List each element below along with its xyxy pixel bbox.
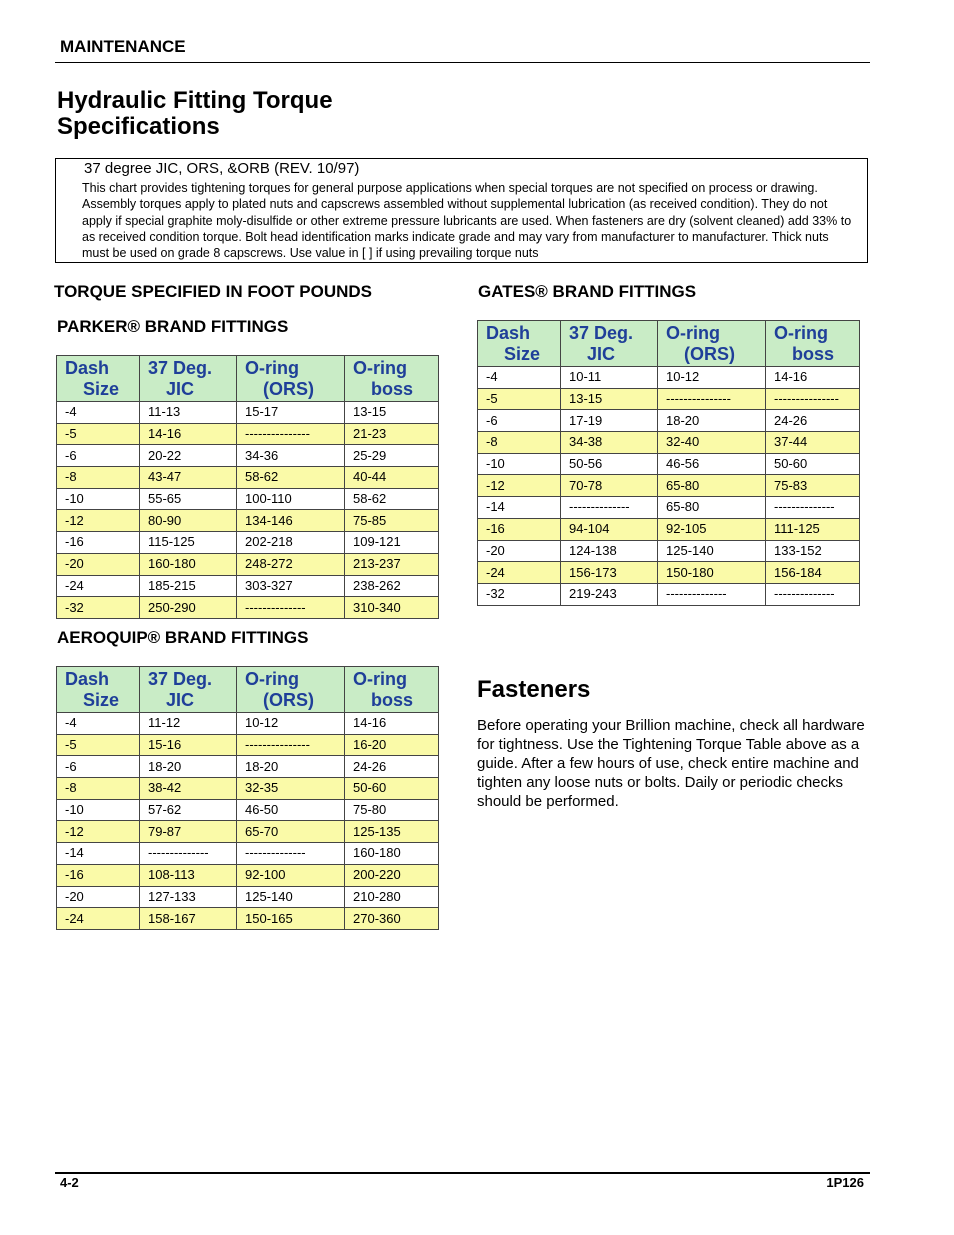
column-header [561, 321, 658, 367]
table-cell: 303-327 [237, 575, 345, 597]
intro-heading: 37 degree JIC, ORS, &ORB (REV. 10/97) [84, 160, 360, 177]
column-header-line2: boss [371, 379, 414, 399]
table-cell: --------------- [237, 423, 345, 445]
table-cell: 115-125 [140, 532, 237, 554]
table-cell: 32-40 [658, 432, 766, 454]
column-header [140, 356, 237, 402]
table-cell: -12 [57, 821, 140, 843]
aeroquip-title: AEROQUIP® BRAND FITTINGS [57, 628, 309, 647]
table-cell: 58-62 [237, 467, 345, 489]
column-header-line2: (ORS) [263, 690, 314, 710]
table-cell: 213-237 [345, 553, 439, 575]
table-cell: -------------- [658, 583, 766, 605]
table-cell: 13-15 [345, 402, 439, 424]
table-row [57, 756, 439, 778]
table-cell: 34-36 [237, 445, 345, 467]
column-header-line1: O-ring [774, 323, 828, 343]
table-cell: -14 [57, 843, 140, 865]
gates-table [477, 320, 860, 606]
header-rule [55, 62, 870, 63]
table-cell: 10-12 [237, 713, 345, 735]
table-row [57, 510, 439, 532]
column-header-line1: O-ring [245, 358, 299, 378]
fasteners-title: Fasteners [477, 676, 591, 703]
table-cell: 75-85 [345, 510, 439, 532]
table-cell: 50-60 [345, 778, 439, 800]
column-header-line2: boss [371, 690, 414, 710]
table-cell: 37-44 [766, 432, 860, 454]
table-cell: -8 [57, 467, 140, 489]
table-cell: 65-70 [237, 821, 345, 843]
table-row [478, 388, 860, 410]
table-cell: 124-138 [561, 540, 658, 562]
column-header [237, 356, 345, 402]
table-cell: 57-62 [140, 799, 237, 821]
table-cell: 55-65 [140, 488, 237, 510]
table-row [57, 575, 439, 597]
table-cell: 219-243 [561, 583, 658, 605]
parker-title: PARKER® BRAND FITTINGS [57, 317, 289, 336]
table-cell: -4 [57, 713, 140, 735]
table-row [57, 821, 439, 843]
table-cell: -20 [478, 540, 561, 562]
table-cell: -24 [478, 562, 561, 584]
table-row [57, 799, 439, 821]
table-row [57, 713, 439, 735]
column-header-line2: (ORS) [684, 344, 735, 364]
table-cell: -16 [57, 864, 140, 886]
table-cell: 21-23 [345, 423, 439, 445]
table-cell: 10-12 [658, 367, 766, 389]
table-row [57, 402, 439, 424]
table-cell: 270-360 [345, 908, 439, 930]
table-cell: -24 [57, 908, 140, 930]
table-cell: 14-16 [345, 713, 439, 735]
column-header [140, 667, 237, 713]
table-cell: -4 [57, 402, 140, 424]
table-row [478, 497, 860, 519]
table-cell: -10 [57, 488, 140, 510]
column-header [345, 667, 439, 713]
column-header-line1: O-ring [353, 669, 407, 689]
table-cell: -10 [478, 453, 561, 475]
table-cell: 11-13 [140, 402, 237, 424]
aeroquip-table [56, 666, 439, 930]
table-cell: 70-78 [561, 475, 658, 497]
column-header [658, 321, 766, 367]
column-header-line1: 37 Deg. [569, 323, 634, 343]
table-cell: -------------- [140, 843, 237, 865]
table-cell: 108-113 [140, 864, 237, 886]
table-cell: 210-280 [345, 886, 439, 908]
table-cell: 14-16 [140, 423, 237, 445]
table-cell: 109-121 [345, 532, 439, 554]
table-cell: 150-180 [658, 562, 766, 584]
column-header-line1: 37 Deg. [148, 358, 213, 378]
gates-title: GATES® BRAND FITTINGS [478, 282, 697, 301]
table-cell: -20 [57, 886, 140, 908]
table-cell: 16-20 [345, 734, 439, 756]
table-cell: --------------- [237, 734, 345, 756]
page-title-line1: Hydraulic Fitting Torque [57, 87, 333, 114]
column-header-line1: O-ring [666, 323, 720, 343]
table-cell: 15-16 [140, 734, 237, 756]
table-cell: 94-104 [561, 518, 658, 540]
table-row [57, 532, 439, 554]
table-cell: -6 [57, 445, 140, 467]
column-header-line2: Size [504, 344, 541, 364]
table-cell: -------------- [561, 497, 658, 519]
column-header-line1: Dash [486, 323, 531, 343]
table-cell: -5 [57, 423, 140, 445]
table-row [57, 488, 439, 510]
table-cell: 50-60 [766, 453, 860, 475]
table-row [478, 410, 860, 432]
table-cell: 18-20 [658, 410, 766, 432]
table-cell: 13-15 [561, 388, 658, 410]
table-cell: --------------- [658, 388, 766, 410]
table-cell: 111-125 [766, 518, 860, 540]
table-cell: 34-38 [561, 432, 658, 454]
table-cell: 14-16 [766, 367, 860, 389]
column-header-line2: JIC [166, 379, 195, 399]
column-header [478, 321, 561, 367]
table-header-row [57, 667, 439, 713]
table-row [57, 864, 439, 886]
table-cell: 200-220 [345, 864, 439, 886]
table-cell: 150-165 [237, 908, 345, 930]
table-cell: -------------- [237, 597, 345, 619]
section-label: MAINTENANCE [60, 37, 186, 56]
footer-rule [55, 1172, 870, 1174]
table-row [478, 518, 860, 540]
column-header-line2: JIC [587, 344, 616, 364]
table-cell: -------------- [766, 583, 860, 605]
column-header [345, 356, 439, 402]
table-cell: -------------- [237, 843, 345, 865]
table-cell: 58-62 [345, 488, 439, 510]
table-cell: 50-56 [561, 453, 658, 475]
table-cell: -32 [57, 597, 140, 619]
table-cell: -16 [478, 518, 561, 540]
column-header-line2: boss [792, 344, 835, 364]
table-cell: 156-184 [766, 562, 860, 584]
table-cell: 75-83 [766, 475, 860, 497]
table-cell: -10 [57, 799, 140, 821]
table-cell: 127-133 [140, 886, 237, 908]
table-cell: 125-140 [658, 540, 766, 562]
column-header-line2: JIC [166, 690, 195, 710]
table-row [478, 562, 860, 584]
table-row [57, 597, 439, 619]
table-cell: 24-26 [345, 756, 439, 778]
table-cell: 25-29 [345, 445, 439, 467]
column-header-line1: O-ring [245, 669, 299, 689]
table-cell: 38-42 [140, 778, 237, 800]
table-cell: 133-152 [766, 540, 860, 562]
table-cell: 20-22 [140, 445, 237, 467]
table-cell: -12 [478, 475, 561, 497]
table-cell: -5 [57, 734, 140, 756]
table-cell: -5 [478, 388, 561, 410]
column-header-line1: 37 Deg. [148, 669, 213, 689]
column-header-line2: Size [83, 379, 120, 399]
table-cell: 18-20 [237, 756, 345, 778]
table-cell: 79-87 [140, 821, 237, 843]
table-cell: 65-80 [658, 497, 766, 519]
table-cell: 32-35 [237, 778, 345, 800]
table-cell: 100-110 [237, 488, 345, 510]
table-cell: 11-12 [140, 713, 237, 735]
table-cell: --------------- [766, 388, 860, 410]
table-row [478, 583, 860, 605]
intro-box [55, 158, 868, 263]
table-row [57, 734, 439, 756]
table-cell: 15-17 [237, 402, 345, 424]
table-cell: 43-47 [140, 467, 237, 489]
table-cell: -12 [57, 510, 140, 532]
page-title-line2: Specifications [57, 113, 220, 140]
page-title [57, 88, 333, 140]
table-cell: 65-80 [658, 475, 766, 497]
table-cell: 92-100 [237, 864, 345, 886]
table-header-row [478, 321, 860, 367]
table-cell: -16 [57, 532, 140, 554]
table-row [478, 453, 860, 475]
table-cell: -8 [478, 432, 561, 454]
table-cell: 10-11 [561, 367, 658, 389]
table-cell: 92-105 [658, 518, 766, 540]
table-cell: -20 [57, 553, 140, 575]
table-cell: 158-167 [140, 908, 237, 930]
table-row [57, 886, 439, 908]
column-header-line2: (ORS) [263, 379, 314, 399]
table-cell: 185-215 [140, 575, 237, 597]
table-row [57, 467, 439, 489]
table-cell: 248-272 [237, 553, 345, 575]
table-cell: 75-80 [345, 799, 439, 821]
table-cell: 40-44 [345, 467, 439, 489]
table-row [57, 908, 439, 930]
column-header [237, 667, 345, 713]
parker-table [56, 355, 439, 619]
table-row [57, 423, 439, 445]
table-cell: 24-26 [766, 410, 860, 432]
table-row [57, 445, 439, 467]
table-row [478, 475, 860, 497]
table-cell: 160-180 [345, 843, 439, 865]
table-header-row [57, 356, 439, 402]
table-cell: 134-146 [237, 510, 345, 532]
column-header-line2: Size [83, 690, 120, 710]
table-row [57, 778, 439, 800]
column-header-line1: Dash [65, 358, 110, 378]
table-cell: 160-180 [140, 553, 237, 575]
table-cell: 250-290 [140, 597, 237, 619]
table-cell: -4 [478, 367, 561, 389]
table-cell: 238-262 [345, 575, 439, 597]
table-row [57, 843, 439, 865]
document-number: 1P126 [826, 1175, 864, 1190]
intro-text: This chart provides tightening torques for general purpose applications when special torques are not specified on process or drawing. Assembly torques apply to plated nuts and capscrews assembled without supplemental lubrication (as received condition). They do not apply if special graphite moly-disulfide or other extreme pressure lubricants are used. When fasteners are dry (solvent cleaned) add 33% to as received condition torque. Bolt head identification marks indicate grade and may vary from manufacturer to manufacturer. Thick nuts must be used on grade 8 capscrews. Use value in [ ] if using prevailing torque nuts [82, 181, 852, 261]
table-cell: -24 [57, 575, 140, 597]
table-cell: -6 [57, 756, 140, 778]
table-cell: 18-20 [140, 756, 237, 778]
table-cell: -14 [478, 497, 561, 519]
table-cell: 156-173 [561, 562, 658, 584]
column-header [766, 321, 860, 367]
table-cell: 46-56 [658, 453, 766, 475]
table-cell: -6 [478, 410, 561, 432]
table-cell: 125-135 [345, 821, 439, 843]
table-row [478, 367, 860, 389]
table-row [478, 540, 860, 562]
table-cell: 17-19 [561, 410, 658, 432]
table-cell: 125-140 [237, 886, 345, 908]
column-header [57, 356, 140, 402]
column-header-line1: Dash [65, 669, 110, 689]
page-number: 4-2 [60, 1175, 79, 1190]
table-row [57, 553, 439, 575]
table-row [478, 432, 860, 454]
fasteners-text: Before operating your Brillion machine, check all hardware for tightness. Use the Tightening Torque Table above as a guide. After a few hours of use, check entire machine and tighten any loose nuts or bolts. Daily or periodic checks should be performed. [477, 717, 865, 810]
table-cell: -8 [57, 778, 140, 800]
table-cell: 46-50 [237, 799, 345, 821]
column-header-line1: O-ring [353, 358, 407, 378]
table-cell: 80-90 [140, 510, 237, 532]
table-cell: -32 [478, 583, 561, 605]
table-cell: -------------- [766, 497, 860, 519]
table-cell: 310-340 [345, 597, 439, 619]
table-cell: 202-218 [237, 532, 345, 554]
torque-heading: TORQUE SPECIFIED IN FOOT POUNDS [54, 282, 372, 301]
column-header [57, 667, 140, 713]
